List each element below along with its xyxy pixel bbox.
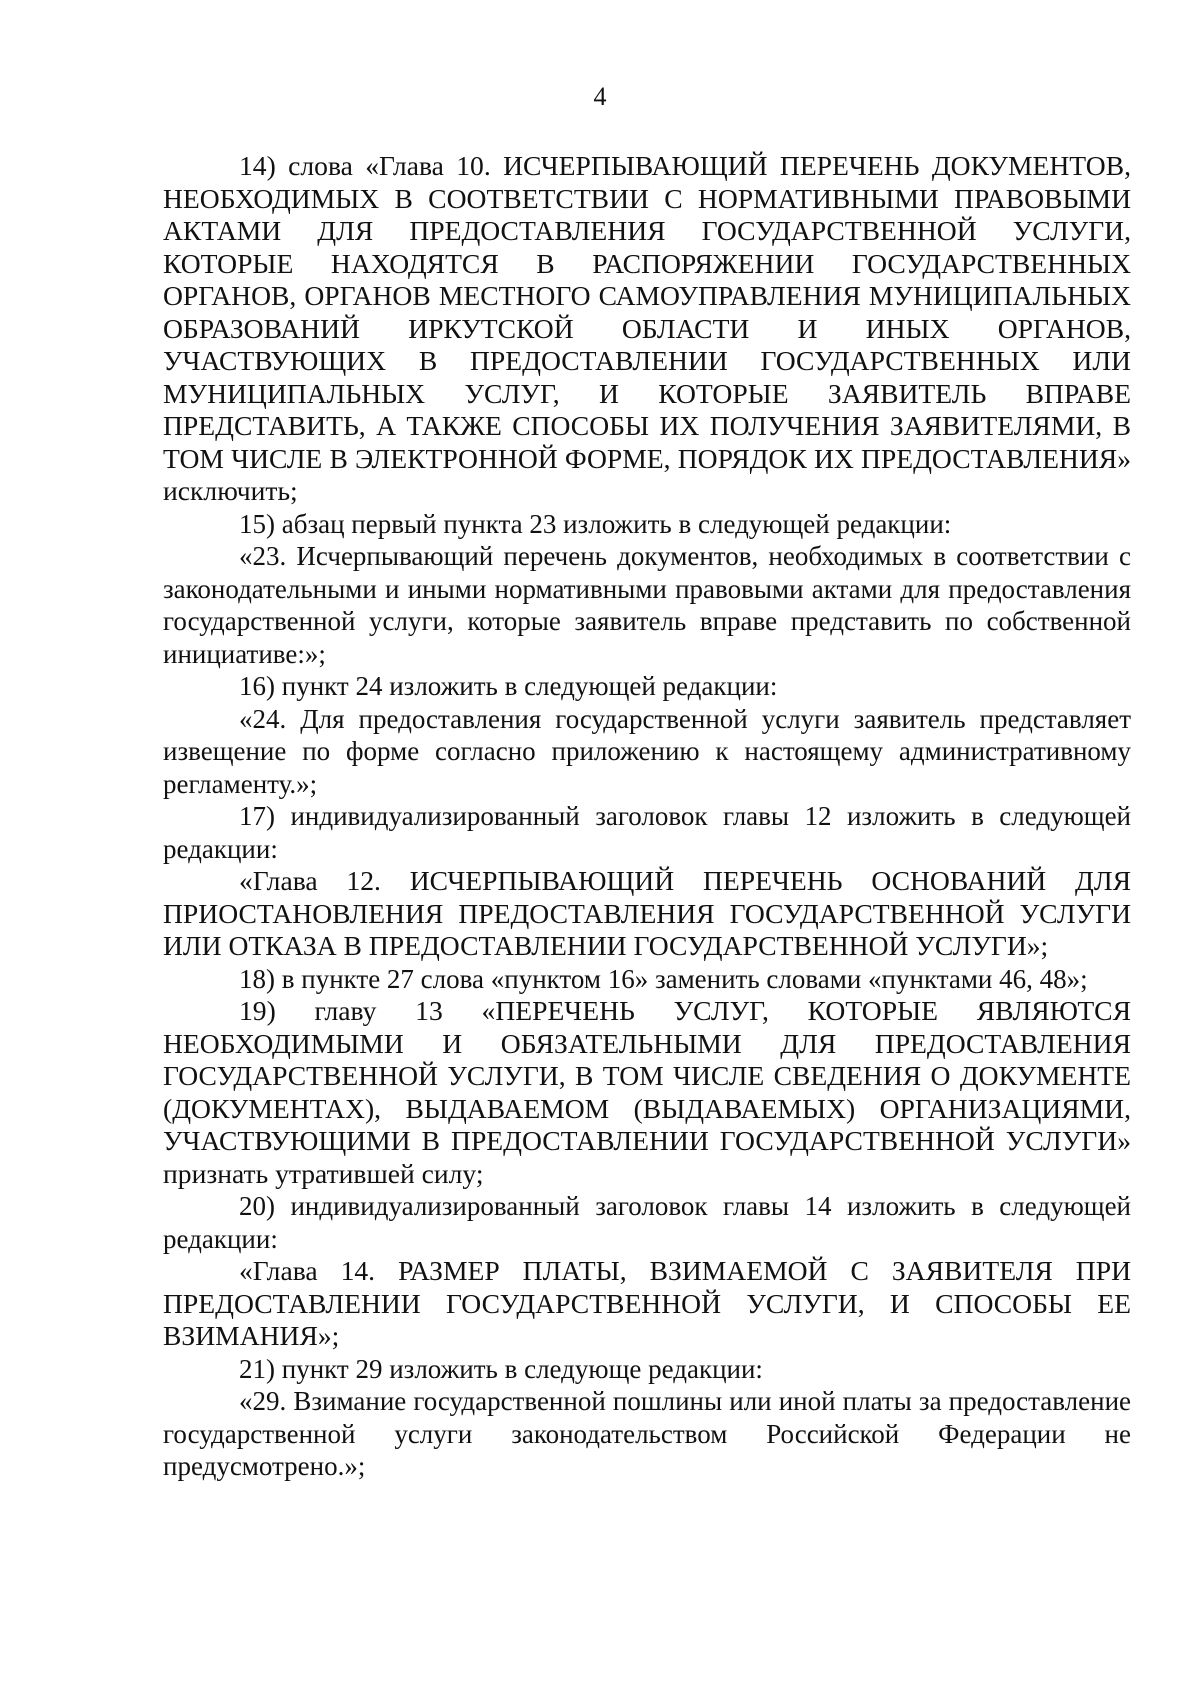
paragraph-quote-29: «29. Взимание государственной пошлины или иной платы за предоставление государственной услуги законодательством Российской Федерации не предусмотрено.»; [163,1386,1131,1481]
paragraph-item-16: 16) пункт 24 изложить в следующей редакции: [239,671,778,701]
paragraph-chapter-14-heading: «Глава 14. РАЗМЕР ПЛАТЫ, ВЗИМАЕМОЙ С ЗАЯВИТЕЛЯ ПРИ ПРЕДОСТАВЛЕНИИ ГОСУДАРСТВЕННОЙ УСЛУГИ, И СПОСОБЫ ЕЕ ВЗИМАНИЯ»; [163,1255,1131,1351]
paragraph-item-18: 18) в пункте 27 слова «пунктом 16» заменить словами «пунктами 46, 48»; [239,963,1088,994]
paragraph-item-21: 21) пункт 29 изложить в следующе редакции: [239,1353,763,1384]
document-body [163,150,1131,1483]
paragraph-item-19: 19) главу 13 «ПЕРЕЧЕНЬ УСЛУГ, КОТОРЫЕ ЯВЛЯЮТСЯ НЕОБХОДИМЫМИ И ОБЯЗАТЕЛЬНЫМИ ДЛЯ ПРЕДОСТАВЛЕНИЯ ГОСУДАРСТВЕННОЙ УСЛУГИ, В ТОМ ЧИСЛЕ СВЕДЕНИЯ О ДОКУМЕНТЕ (ДОКУМЕНТАХ), ВЫДАВАЕМОМ (ВЫДАВАЕМЫХ) ОРГАНИЗАЦИЯМИ, УЧАСТВУЮЩИМИ В ПРЕДОСТАВЛЕНИИ ГОСУДАРСТВЕННОЙ УСЛУГИ» признать утратившей силу; [163,995,1131,1189]
paragraph-item-20: 20) индивидуализированный заголовок главы 14 изложить в следующей редакции: [163,1191,1131,1254]
paragraph-quote-23: «23. Исчерпывающий перечень документов, необходимых в соответствии с законодательными и иными нормативными правовыми актами для предоставления государственной услуги, которые заявитель вправе представить по собственной инициативе:»; [163,541,1131,669]
page-number: 4 [593,82,607,111]
paragraph-chapter-12-heading: «Глава 12. ИСЧЕРПЫВАЮЩИЙ ПЕРЕЧЕНЬ ОСНОВАНИЙ ДЛЯ ПРИОСТАНОВЛЕНИЯ ПРЕДОСТАВЛЕНИЯ ГОСУДАРСТВЕННОЙ УСЛУГИ ИЛИ ОТКАЗА В ПРЕДОСТАВЛЕНИИ ГОСУДАРСТВЕННОЙ УСЛУГИ»; [163,865,1131,961]
paragraph-quote-24: «24. Для предоставления государственной услуги заявитель представляет извещение по форме согласно приложению к настоящему административному регламенту.»; [163,703,1131,799]
paragraph-item-15: 15) абзац первый пункта 23 изложить в следующей редакции: [239,508,952,539]
paragraph-item-14: 14) слова «Глава 10. ИСЧЕРПЫВАЮЩИЙ ПЕРЕЧЕНЬ ДОКУМЕНТОВ, НЕОБХОДИМЫХ В СООТВЕТСТВИИ С НОРМАТИВНЫМИ ПРАВОВЫМИ АКТАМИ ДЛЯ ПРЕДОСТАВЛЕНИЯ ГОСУДАРСТВЕННОЙ УСЛУГИ, КОТОРЫЕ НАХОДЯТСЯ В РАСПОРЯЖЕНИИ ГОСУДАРСТВЕННЫХ ОРГАНОВ, ОРГАНОВ МЕСТНОГО САМОУПРАВЛЕНИЯ МУНИЦИПАЛЬНЫХ ОБРАЗОВАНИЙ ИРКУТСКОЙ ОБЛАСТИ И ИНЫХ ОРГАНОВ, УЧАСТВУЮЩИХ В ПРЕДОСТАВЛЕНИИ ГОСУДАРСТВЕННЫХ ИЛИ МУНИЦИПАЛЬНЫХ УСЛУГ, И КОТОРЫЕ ЗАЯВИТЕЛЬ ВПРАВЕ ПРЕДСТАВИТЬ, А ТАКЖЕ СПОСОБЫ ИХ ПОЛУЧЕНИЯ ЗАЯВИТЕЛЯМИ, В ТОМ ЧИСЛЕ В ЭЛЕКТРОННОЙ ФОРМЕ, ПОРЯДОК ИХ ПРЕДОСТАВЛЕНИЯ» исключить; [163,150,1131,506]
paragraph-item-17: 17) индивидуализированный заголовок главы 12 изложить в следующей редакции: [163,801,1131,864]
